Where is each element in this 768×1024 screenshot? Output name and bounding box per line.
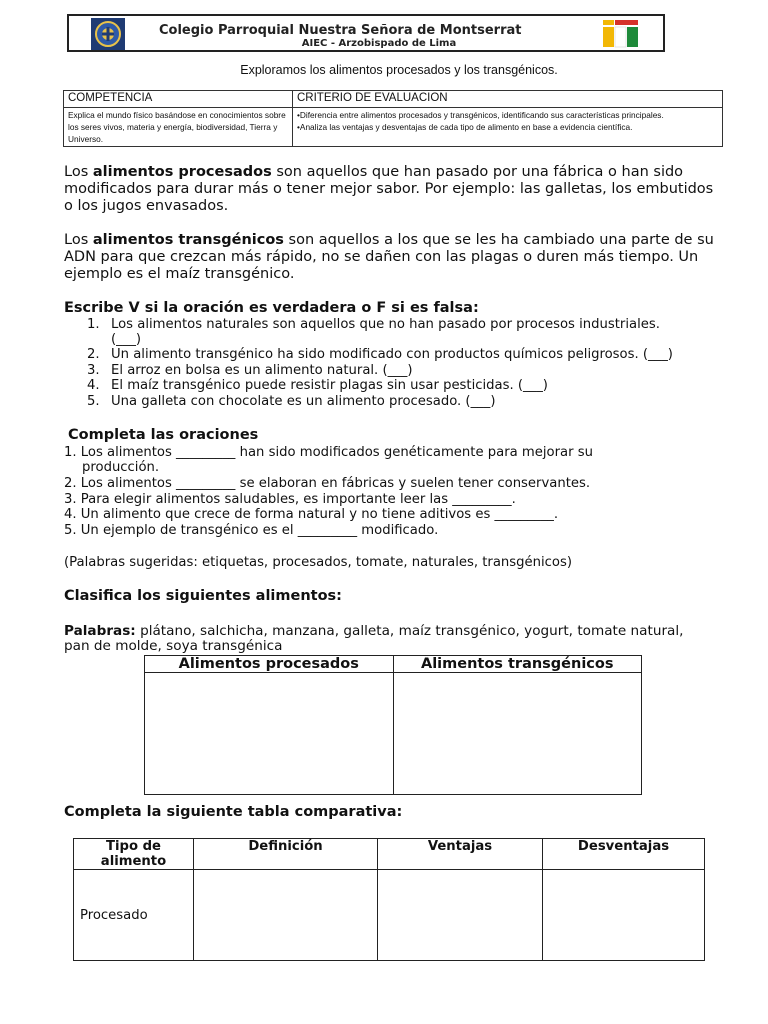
- clasifica-words: Palabras: plátano, salchicha, manzana, galleta, maíz transgénico, yogurt, tomate natural,: [64, 623, 684, 639]
- col-transgenicos-header: Alimentos transgénicos: [393, 656, 642, 673]
- list-item: El maíz transgénico puede resistir plagas sin usar pesticidas. (___): [111, 378, 548, 393]
- list-item: 1. Los alimentos _________ han sido modificados genéticamente para mejorar su: [64, 445, 593, 460]
- list-item: 2. Los alimentos _________ se elaboran en fábricas y suelen tener conservantes.: [64, 476, 591, 491]
- ventajas-answer-cell[interactable]: [378, 870, 543, 961]
- criterio-cell: [293, 108, 723, 147]
- list-item-number: 1.: [87, 317, 100, 332]
- term-transgenicos: alimentos transgénicos: [92, 232, 284, 248]
- completa-heading: Completa las oraciones: [68, 427, 259, 443]
- list-item: Los alimentos naturales son aquellos que no han pasado por procesos industriales.: [111, 317, 660, 332]
- desventajas-answer-cell[interactable]: [543, 870, 705, 961]
- list-item: Un alimento transgénico ha sido modificado con productos químicos peligrosos. (___): [111, 347, 673, 362]
- school-crest-icon: [91, 18, 125, 50]
- school-subtitle: AIEC - Arzobispado de Lima: [301, 38, 457, 49]
- list-item: El arroz en bolsa es un alimento natural. (___): [111, 363, 413, 378]
- clasifica-heading: Clasifica los siguientes alimentos:: [64, 588, 342, 604]
- list-item-number: 5.: [87, 394, 100, 409]
- institution-logo-icon: [601, 19, 641, 49]
- clasifica-words-continued: pan de molde, soya transgénica: [64, 638, 283, 654]
- criterio-item: •Diferencia entre alimentos procesados y transgénicos, identificando sus características principales.: [297, 110, 664, 120]
- paragraph-procesados: Los alimentos procesados son aquellos que han pasado por una fábrica o han sido modificados para durar más o tener mejor sabor. Por ejemplo: las galletas, los embutidos o los jugos envasados.: [64, 164, 714, 214]
- header-desventajas: Desventajas: [543, 839, 705, 870]
- list-item-number: 4.: [87, 378, 100, 393]
- comparativa-heading: Completa la siguiente tabla comparativa:: [64, 804, 403, 820]
- clasifica-table: [144, 655, 642, 795]
- header-ventajas: Ventajas: [378, 839, 543, 870]
- header-tipo: Tipo de alimento: [74, 839, 194, 870]
- competencia-text: Explica el mundo físico basándose en conocimientos sobre los seres vivos, materia y energía, biodiversidad, Tierra y Universo.: [64, 108, 293, 147]
- list-item-number: 2.: [87, 347, 100, 362]
- row-label-procesado: Procesado: [74, 870, 194, 961]
- list-item-number: 3.: [87, 363, 100, 378]
- list-item-continued: producción.: [82, 460, 160, 475]
- term-procesados: alimentos procesados: [92, 164, 272, 180]
- header-definicion: Definición: [194, 839, 378, 870]
- worksheet-title: Exploramos los alimentos procesados y los transgénicos.: [240, 63, 558, 77]
- list-item: Una galleta con chocolate es un alimento procesado. (___): [111, 394, 496, 409]
- list-item: 3. Para elegir alimentos saludables, es importante leer las _________.: [64, 492, 516, 507]
- school-name: Colegio Parroquial Nuestra Señora de Montserrat: [159, 23, 522, 38]
- list-item-continued: (___): [111, 332, 142, 347]
- definicion-answer-cell[interactable]: [194, 870, 378, 961]
- list-item: 4. Un alimento que crece de forma natural y no tiene aditivos es _________.: [64, 507, 559, 522]
- criterio-item: •Analiza las ventajas y desventajas de cada tipo de alimento en base a evidencia científica.: [297, 122, 633, 132]
- competencia-table: [63, 90, 723, 147]
- procesados-answer-cell[interactable]: [145, 673, 394, 795]
- col-procesados-header: Alimentos procesados: [145, 656, 394, 673]
- suggested-words: (Palabras sugeridas: etiquetas, procesados, tomate, naturales, transgénicos): [64, 555, 572, 570]
- criterio-header: CRITERIO DE EVALUACION: [293, 91, 723, 108]
- vf-heading: Escribe V si la oración es verdadera o F si es falsa:: [64, 300, 479, 316]
- words-label: Palabras:: [64, 623, 136, 639]
- competencia-header: COMPETENCIA: [64, 91, 293, 108]
- list-item: 5. Un ejemplo de transgénico es el _________ modificado.: [64, 523, 439, 538]
- school-header-banner: [67, 14, 665, 52]
- paragraph-transgenicos: Los alimentos transgénicos son aquellos a los que se les ha cambiado una parte de su ADN para que crezcan más rápido, no se dañen con las plagas o duren más tiempo. Un ejemplo es el maíz transgénico.: [64, 232, 714, 282]
- transgenicos-answer-cell[interactable]: [393, 673, 642, 795]
- comparative-table: [73, 838, 705, 961]
